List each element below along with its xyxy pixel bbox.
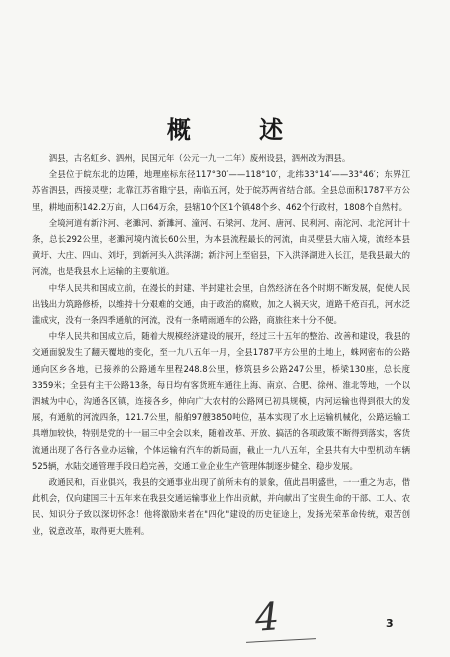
handwritten-page-mark: 4	[253, 594, 281, 640]
paragraph-geography: 全县位于皖东北的边陲，地理座标东径117°30′——118°10′，北纬33°14′——33°46′；东界江苏省泗县，西接灵壁；北靠江苏省睢宁县，南临五河，处于皖苏两省结合部。全县总面积1787平方公里，耕地面积142.2万亩，人口64万余，县辖10个区1个镇48个乡、462个行政村，1808个自然村。	[32, 169, 410, 212]
paragraph-post-1949: 中华人民共和国成立后，随着大规模经济建设的展开，经过三十五年的整治、改善和建设，我县的交通面貌发生了翻天覆地的变化，至一九八五年一月，全县1787平方公里的土地上，蛛网密布的公路通向区乡各地，已接养的公路通车里程248.8公里，修筑县乡公路247公里，桥梁130座，总长度3359米；全县有主干公路13条，每日均有客货班车通往上海、南京、合肥、徐州、淮北等地，一个以泗城为中心，沟通各区镇，连接各乡，伸向广大农村的公路网已初具规模，内河运输也得到很大的发展，有通航的河流四条，121.7公里，船舶97艘3850吨位，基本实现了水上运输机械化，公路运输工具增加较快，特别是党的十一届三中全会以来，随着改革、开放、搞活的各项政策不断得到落实，客货流通出现了各行各业办运输，个体运输有汽车的新局面，截止一九八五年，全县共有大中型机动车辆525辆，水陆交通管理手段日趋完善，交通工业企业生产管理体制逐步健全、稳步发展。	[32, 331, 410, 471]
body-text	[32, 150, 410, 539]
page-number: 3	[386, 617, 394, 630]
paragraph-closing: 政通民和，百业俱兴，我县的交通事业出现了前所未有的景象，值此昌明盛世，一一重之为志，借此机会，仅向建国三十五年来在我县交通运输事业上作出贡献，并向献出了宝贵生命的干部、工人、农民、知识分子致以深切怀念！他将激励来者在"四化"建设的历史征途上，发扬光荣革命传统，艰苦创业，锐意改革，取得更大胜利。	[32, 477, 410, 536]
paragraph-intro: 泗县，古名虹乡、泗州，民国元年（公元一九一二年）废州设县，泗州改为泗县。	[48, 153, 351, 163]
paragraph-rivers: 全境河道有新汴河、老濉河、新濉河、潼河、石梁河、龙河、唐河、民利河、南沱河、北沱河计十条，总长292公里，老濉河境内流长60公里，为本县流程最长的河流，由灵壁县大庙入境，流经本县黄圩、大庄、四山、刘圩，到新河头入洪泽湖；新汴河上至宿县，下入洪泽湖进入长江，是我县最大的河流，也是我县水上运输的主要航道。	[32, 217, 410, 277]
paragraph-pre-1949: 中华人民共和国成立前，在漫长的封建、半封建社会里，自然经济在各个时期不断发展，促使人民出钱出力筑路修桥，以维持十分艰难的交通，由于政治的腐败，加之人祸天灾，道路千疮百孔，河水泛滥成灾，没有一条四季通航的河流，没有一条晴雨通车的公路，商旅往来十分不便。	[32, 282, 410, 326]
page-title: 概 述	[166, 115, 314, 144]
